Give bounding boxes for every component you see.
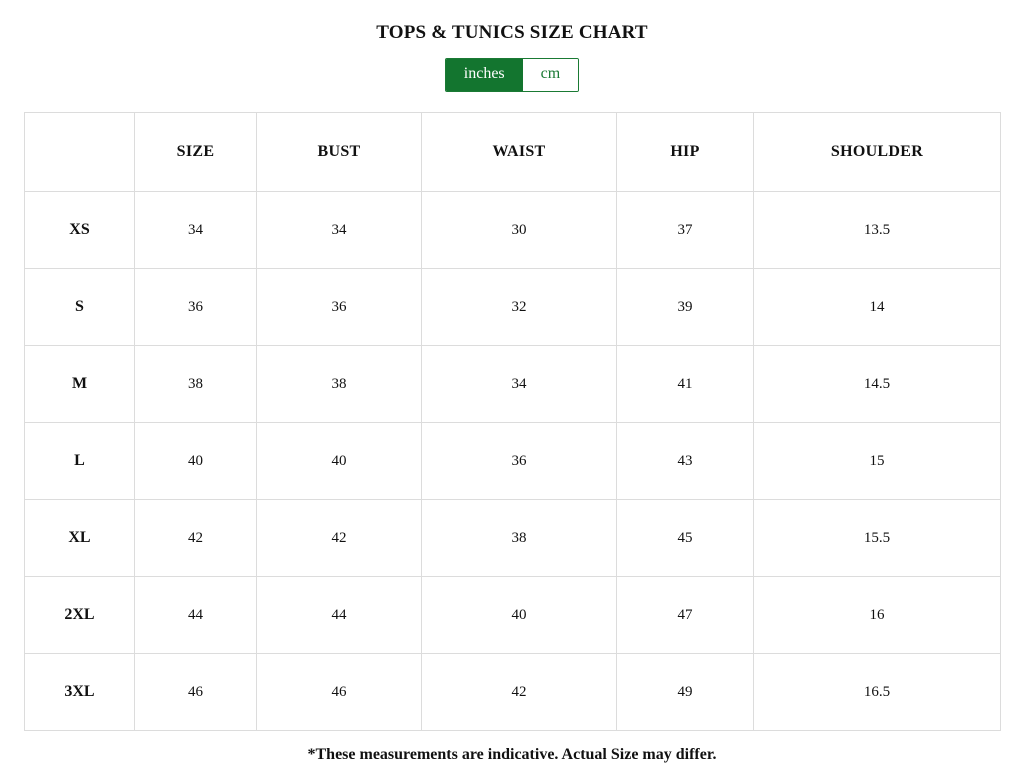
cell-hip: 43 bbox=[617, 423, 754, 500]
cell-hip: 45 bbox=[617, 500, 754, 577]
unit-option-inches[interactable]: inches bbox=[446, 59, 523, 91]
table-row bbox=[25, 654, 1001, 731]
cell-bust: 36 bbox=[257, 269, 422, 346]
unit-option-cm[interactable]: cm bbox=[523, 59, 579, 91]
cell-waist: 36 bbox=[422, 423, 617, 500]
measurement-disclaimer: *These measurements are indicative. Actual Size may differ. bbox=[307, 746, 717, 764]
cell-shoulder: 16 bbox=[754, 577, 1001, 654]
unit-toggle[interactable] bbox=[445, 58, 579, 92]
cell-size: 44 bbox=[135, 577, 257, 654]
cell-waist: 42 bbox=[422, 654, 617, 731]
table-body bbox=[25, 192, 1001, 731]
cell-waist: 40 bbox=[422, 577, 617, 654]
cell-hip: 39 bbox=[617, 269, 754, 346]
row-label-m: M bbox=[25, 346, 135, 423]
cell-bust: 40 bbox=[257, 423, 422, 500]
size-table bbox=[24, 112, 1001, 731]
cell-hip: 37 bbox=[617, 192, 754, 269]
cell-bust: 38 bbox=[257, 346, 422, 423]
table-row bbox=[25, 500, 1001, 577]
cell-shoulder: 14 bbox=[754, 269, 1001, 346]
table-row bbox=[25, 423, 1001, 500]
table-row bbox=[25, 269, 1001, 346]
table-header bbox=[25, 113, 1001, 192]
column-header-bust: BUST bbox=[257, 113, 422, 192]
cell-size: 40 bbox=[135, 423, 257, 500]
size-chart-page bbox=[0, 22, 1024, 772]
unit-toggle-container bbox=[0, 58, 1024, 92]
row-label-xl: XL bbox=[25, 500, 135, 577]
cell-bust: 34 bbox=[257, 192, 422, 269]
cell-shoulder: 13.5 bbox=[754, 192, 1001, 269]
cell-hip: 47 bbox=[617, 577, 754, 654]
cell-waist: 32 bbox=[422, 269, 617, 346]
cell-shoulder: 14.5 bbox=[754, 346, 1001, 423]
cell-shoulder: 15 bbox=[754, 423, 1001, 500]
page-title: TOPS & TUNICS SIZE CHART bbox=[376, 22, 648, 43]
cell-size: 34 bbox=[135, 192, 257, 269]
column-header-blank bbox=[25, 113, 135, 192]
cell-bust: 44 bbox=[257, 577, 422, 654]
row-label-2xl: 2XL bbox=[25, 577, 135, 654]
cell-size: 42 bbox=[135, 500, 257, 577]
column-header-waist: WAIST bbox=[422, 113, 617, 192]
row-label-s: S bbox=[25, 269, 135, 346]
cell-shoulder: 15.5 bbox=[754, 500, 1001, 577]
row-label-xs: XS bbox=[25, 192, 135, 269]
column-header-size: SIZE bbox=[135, 113, 257, 192]
cell-size: 46 bbox=[135, 654, 257, 731]
table-header-row bbox=[25, 113, 1001, 192]
cell-bust: 42 bbox=[257, 500, 422, 577]
column-header-hip: HIP bbox=[617, 113, 754, 192]
table-row bbox=[25, 577, 1001, 654]
cell-waist: 30 bbox=[422, 192, 617, 269]
table-row bbox=[25, 346, 1001, 423]
size-table-container bbox=[24, 112, 1000, 731]
cell-size: 36 bbox=[135, 269, 257, 346]
column-header-shoulder: SHOULDER bbox=[754, 113, 1001, 192]
row-label-3xl: 3XL bbox=[25, 654, 135, 731]
cell-waist: 38 bbox=[422, 500, 617, 577]
cell-size: 38 bbox=[135, 346, 257, 423]
row-label-l: L bbox=[25, 423, 135, 500]
cell-hip: 41 bbox=[617, 346, 754, 423]
cell-shoulder: 16.5 bbox=[754, 654, 1001, 731]
table-row bbox=[25, 192, 1001, 269]
cell-bust: 46 bbox=[257, 654, 422, 731]
cell-waist: 34 bbox=[422, 346, 617, 423]
cell-hip: 49 bbox=[617, 654, 754, 731]
